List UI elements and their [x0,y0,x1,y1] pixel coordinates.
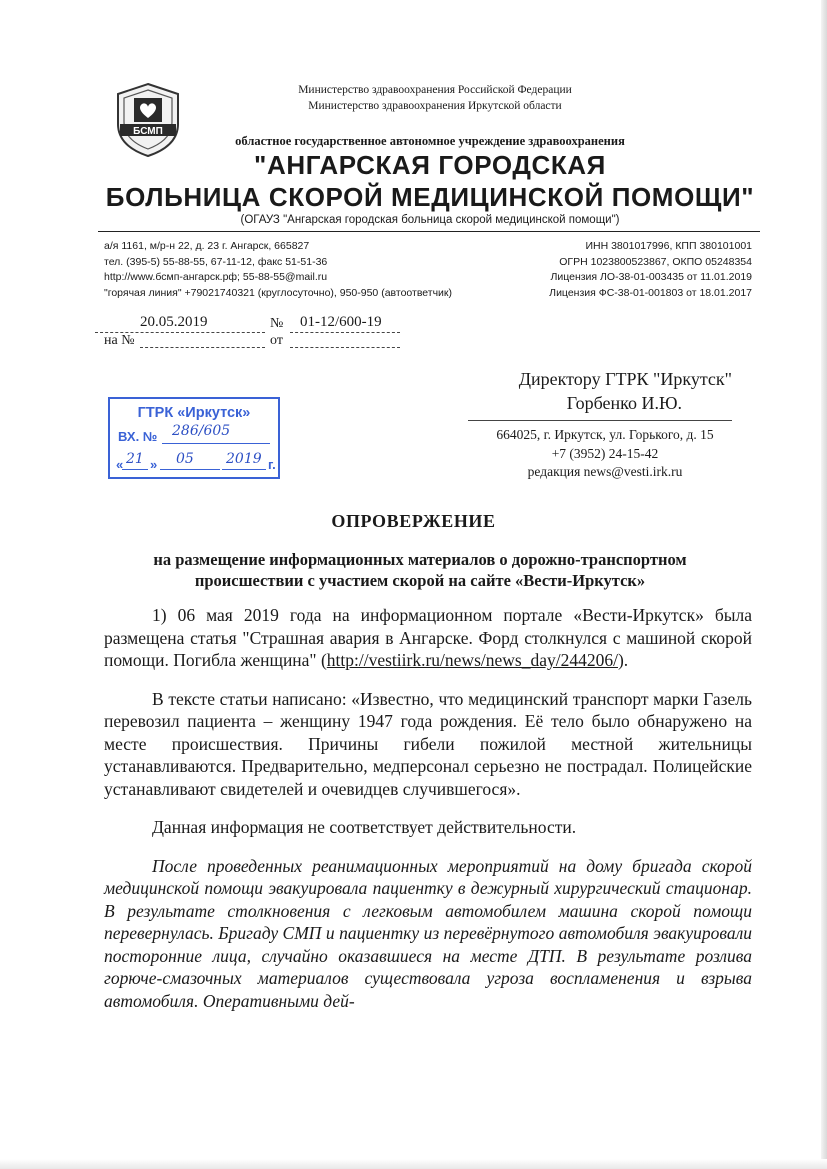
stamp-year-line [222,469,266,470]
header-divider [98,231,760,232]
paragraph-1-end: ). [617,650,629,670]
addressee [400,367,732,415]
paragraph-1 [104,604,752,672]
incoming-stamp [108,397,280,479]
ministry-line-2: Министерство здравоохранения Иркутской области [308,100,562,112]
stamp-day-line [122,469,148,470]
scan-edge-right [821,0,827,1169]
stamp-day: 21 [126,451,144,467]
org-name-line-2: БОЛЬНИЦА СКОРОЙ МЕДИЦИНСКОЙ ПОМОЩИ" [105,182,755,212]
contacts-right [430,239,752,301]
addressee-name: Горбенко И.Ю. [566,393,682,413]
stamp-vx-label: ВХ. № [118,429,158,444]
org-type: областное государственное автономное учреждение здравоохранения [235,134,625,148]
org-name-line-1: "АНГАРСКАЯ ГОРОДСКАЯ [254,150,606,180]
number-label: № [270,316,284,331]
outgoing-date: 20.05.2019 [140,314,208,330]
stamp-title: ГТРК «Иркутск» [137,405,251,421]
paragraph-4: После проведенных реанимационных мероприятий на дому бригада скорой медицинской помощи эвакуировала пациентку в дежурный хирургический стационар. В результате столкновения с легковым автомобилем машина скорой помощи перевернулась. Бригаду СМП и пациентку из перевёрнутого автомобиля эвакуировали посторонние лица, случайно оказавшиеся на месте ДТП. В результате розлива горюче-смазочных материалов существовала угроза воспламенения и взрыва автомобиля. Оперативными дей- [104,855,752,1011]
logo-text: БСМП [133,126,163,137]
incoming-number-label: на № [104,333,135,348]
paragraph-1-text: 1) 06 мая 2019 года на информационном портале «Вести-Иркутск» была размещена статья "Страшная авария в Ангарске. Форд столкнулся с машиной скорой помощи. Погибла женщина" ( [104,605,752,670]
contact-license-2: Лицензия ФС-38-01-001803 от 18.01.2017 [549,286,752,299]
incoming-number-dotline [140,347,265,348]
stamp-year-suffix: г. [268,457,276,472]
contact-inn: ИНН 3801017996, КПП 380101001 [585,240,752,252]
contact-web: http://www.бсмп-ангарск.рф; 55-88-55@mail.ru [104,271,328,283]
contact-phone: тел. (395-5) 55-88-55, 67-11-12, факс 51-51-36 [104,255,328,268]
addressee-details [480,426,730,482]
stamp-number-line [162,443,270,444]
stamp-month: 05 [176,451,194,467]
stamp-quote-open: « [116,457,124,472]
addressee-phone: +7 (3952) 24-15-42 [551,445,659,461]
article-link[interactable]: http://vestiirk.ru/news/news_day/244206/ [326,650,618,670]
document-subtitle: на размещение информационных материалов о дорожно-транспортном происшествии с участием скорой на сайте «Вести-Иркутск» [153,550,687,590]
scan-edge-bottom [0,1159,827,1169]
contact-hotline: "горячая линия" +79021740321 (круглосуточно), 950-950 (автоответчик) [104,286,453,299]
addressee-position: Директору ГТРК "Иркутск" [518,369,732,389]
paragraph-2: В тексте статьи написано: «Известно, что медицинский транспорт марки Газель перевозил пациента – женщину 1947 года рождения. Её тело было обнаружено на месте происшествия. Причины гибели пожилой местной жительницы устанавливаются. Предварительно, медперсонал серьезно не пострадал. Полицейские устанавливают свидетелей и очевидцев случившегося». [104,688,752,799]
stamp-month-line [160,469,220,470]
addressee-divider [468,420,732,421]
incoming-date-label: от [270,333,283,348]
contact-license-1: Лицензия ЛО-38-01-003435 от 11.01.2019 [550,271,752,283]
org-short-name: (ОГАУЗ "Ангарская городская больница скорой медицинской помощи") [240,214,620,226]
stamp-year: 2019 [226,451,262,467]
contact-ogrn: ОГРН 1023800523867, ОКПО 05248354 [559,255,752,268]
outgoing-number: 01-12/600-19 [300,314,382,330]
ministry-line-1: Министерство здравоохранения Российской Федерации [298,84,572,96]
addressee-address: 664025, г. Иркутск, ул. Горького, д. 15 [496,427,714,442]
stamp-quote-close: » [150,457,158,472]
paragraph-3: Данная информация не соответствует действительности. [152,817,577,837]
document-title: ОПРОВЕРЖЕНИЕ [331,511,496,531]
contact-address: а/я 1161, м/р-н 22, д. 23 г. Ангарск, 665827 [104,240,310,252]
stamp-handwritten-number: 286/605 [172,423,231,439]
incoming-date-dotline [290,347,400,348]
addressee-email: редакция news@vesti.irk.ru [527,464,683,479]
document-body [104,604,752,1012]
number-dotline [290,332,400,333]
